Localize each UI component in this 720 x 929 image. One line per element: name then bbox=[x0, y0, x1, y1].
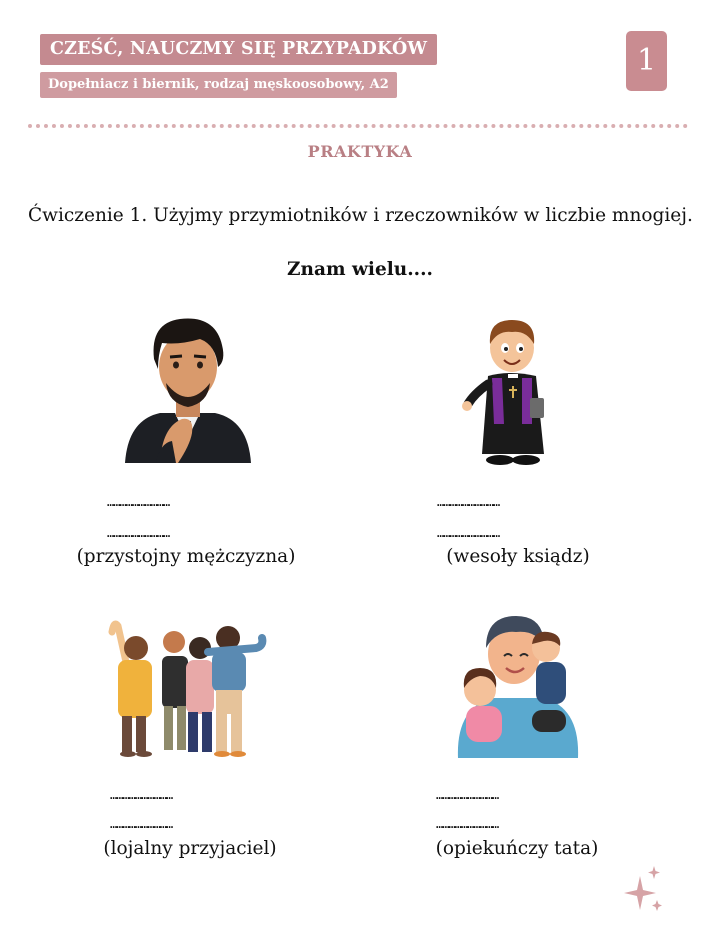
answer-line[interactable]: ………………………… bbox=[436, 817, 499, 831]
answer-line[interactable]: ………………………… bbox=[110, 788, 173, 802]
exercise-instruction: Ćwiczenie 1. Użyjmy przymiotników i rzeczowników w liczbie mnogiej. bbox=[28, 205, 693, 226]
section-heading: PRAKTYKA bbox=[307, 142, 413, 161]
answer-line[interactable]: ………………………… bbox=[437, 526, 500, 540]
friends-group-icon bbox=[104, 612, 270, 762]
answer-line[interactable]: ………………………… bbox=[107, 526, 170, 540]
father-with-children-icon bbox=[452, 612, 584, 758]
caption-loyal-friend: (lojalny przyjaciel) bbox=[103, 838, 277, 859]
answer-line[interactable]: ………………………… bbox=[107, 495, 170, 509]
priest-icon bbox=[460, 314, 550, 466]
caption-priest: (wesoły ksiądz) bbox=[446, 546, 590, 567]
sparkle-icon bbox=[622, 866, 664, 914]
answer-line[interactable]: ………………………… bbox=[110, 817, 173, 831]
answer-line[interactable]: ………………………… bbox=[436, 788, 499, 802]
handsome-man-icon bbox=[120, 315, 255, 463]
answer-line[interactable]: ………………………… bbox=[437, 495, 500, 509]
dotted-divider bbox=[28, 124, 688, 128]
page-number-badge: 1 bbox=[626, 31, 667, 91]
worksheet-title: CZEŚĆ, NAUCZMY SIĘ PRZYPADKÓW bbox=[40, 34, 437, 65]
caption-caring-dad: (opiekuńczy tata) bbox=[435, 838, 599, 859]
exercise-prompt: Znam wielu.... bbox=[287, 259, 433, 280]
caption-handsome-man: (przystojny mężczyzna) bbox=[76, 546, 296, 567]
worksheet-subtitle: Dopełniacz i biernik, rodzaj męskoosobowy, A2 bbox=[40, 72, 397, 98]
